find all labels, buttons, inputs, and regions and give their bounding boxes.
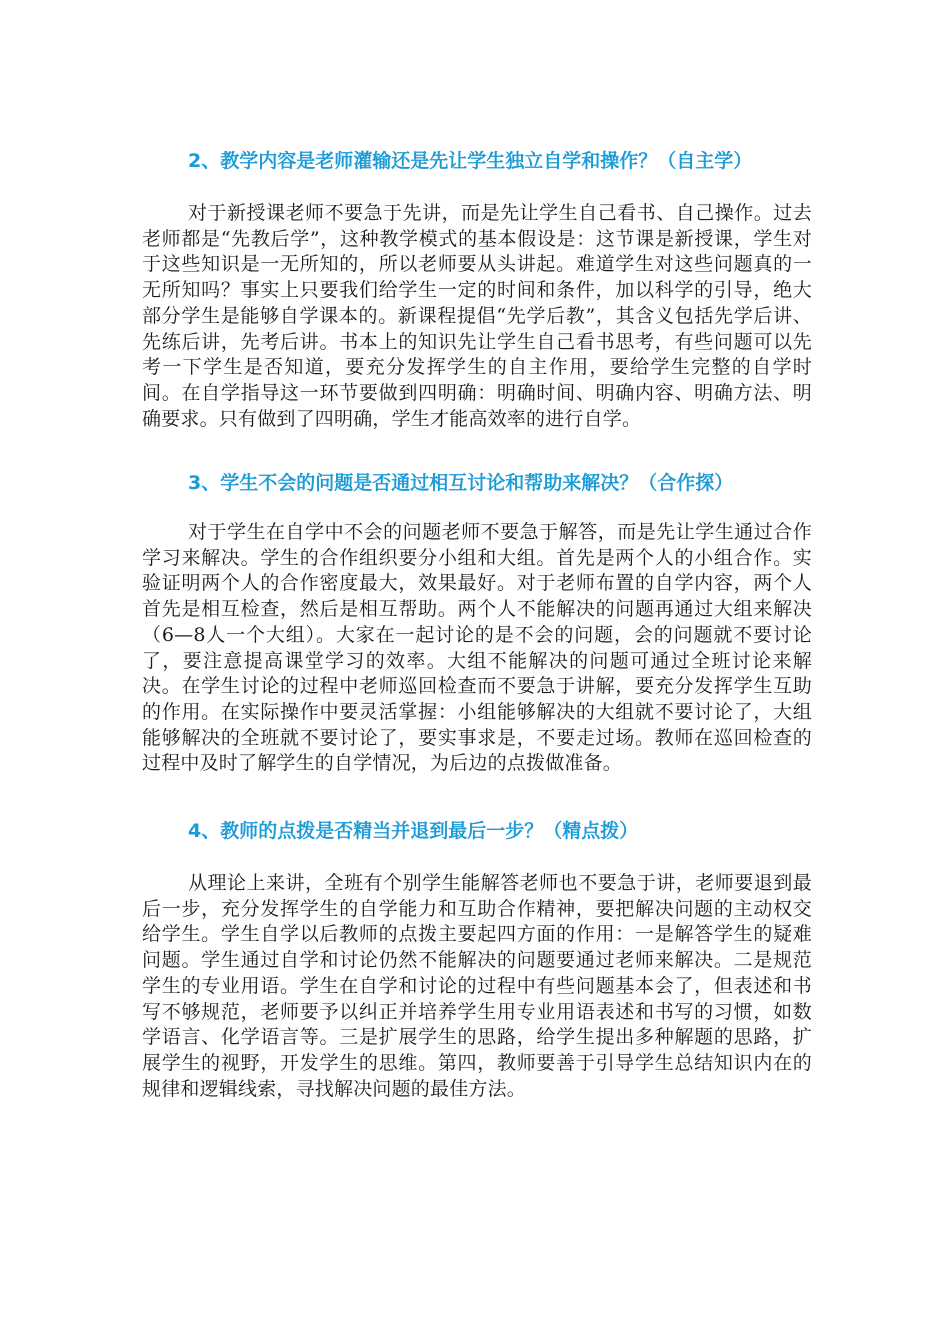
section-4-body-block [142, 871, 812, 1102]
section-4-heading: 4、教师的点拨是否精当并退到最后一步？（精点拨） [188, 820, 639, 842]
section-2-heading-block [142, 148, 812, 174]
section-3-heading: 3、学生不会的问题是否通过相互讨论和帮助来解决？（合作探） [188, 472, 734, 494]
section-3-paragraph: 对于学生在自学中不会的问题老师不要急于解答，而是先让学生通过合作学习来解决。学生的合作组织要分小组和大组。首先是两个人的小组合作。实验证明两个人的合作密度最大，效果最好。对于老师布置的自学内容，两个人首先是相互检查，然后是相互帮助。两个人不能解决的问题再通过大组来解决（6—8人一个大组）。大家在一起讨论的是不会的问题，会的问题就不要讨论了，要注意提高课堂学习的效率。大组不能解决的问题可通过全班讨论来解决。在学生讨论的过程中老师巡回检查而不要急于讲解，要充分发挥学生互助的作用。在实际操作中要灵活掌握：小组能够解决的大组就不要讨论了，大组能够解决的全班就不要讨论了，要实事求是，不要走过场。教师在巡回检查的过程中及时了解学生的自学情况，为后边的点拨做准备。 [142, 521, 812, 775]
section-3-heading-block [142, 470, 812, 496]
section-2-body-block [142, 201, 812, 432]
section-4-paragraph: 从理论上来讲，全班有个别学生能解答老师也不要急于讲，老师要退到最后一步，充分发挥学生的自学能力和互助合作精神，要把解决问题的主动权交给学生。学生自学以后教师的点拨主要起四方面的作用：一是解答学生的疑难问题。学生通过自学和讨论仍然不能解决的问题要通过老师来解决。二是规范学生的专业用语。学生在自学和讨论的过程中有些问题基本会了，但表述和书写不够规范，老师要予以纠正并培养学生用专业用语表述和书写的习惯，如数学语言、化学语言等。三是扩展学生的思路，给学生提出多种解题的思路，扩展学生的视野，开发学生的思维。第四，教师要善于引导学生总结知识内在的规律和逻辑线索，寻找解决问题的最佳方法。 [142, 872, 812, 1100]
section-3-body-block [142, 520, 812, 777]
section-4-heading-block [142, 818, 812, 844]
section-2-heading: 2、教学内容是老师灌输还是先让学生独立自学和操作？（自主学） [188, 150, 753, 172]
section-2-paragraph: 对于新授课老师不要急于先讲，而是先让学生自己看书、自己操作。过去老师都是“先教后学”，这种教学模式的基本假设是：这节课是新授课，学生对于这些知识是一无所知的，所以老师要从头讲起。难道学生对这些问题真的一无所知吗？事实上只要我们给学生一定的时间和条件，加以科学的引导，绝大部分学生是能够自学课本的。新课程提倡“先学后教”，其含义包括先学后讲、先练后讲，先考后讲。书本上的知识先让学生自己看书思考，有些问题可以先考一下学生是否知道，要充分发挥学生的自主作用，要给学生完整的自学时间。在自学指导这一环节要做到四明确：明确时间、明确内容、明确方法、明确要求。只有做到了四明确，学生才能高效率的进行自学。 [142, 202, 812, 430]
